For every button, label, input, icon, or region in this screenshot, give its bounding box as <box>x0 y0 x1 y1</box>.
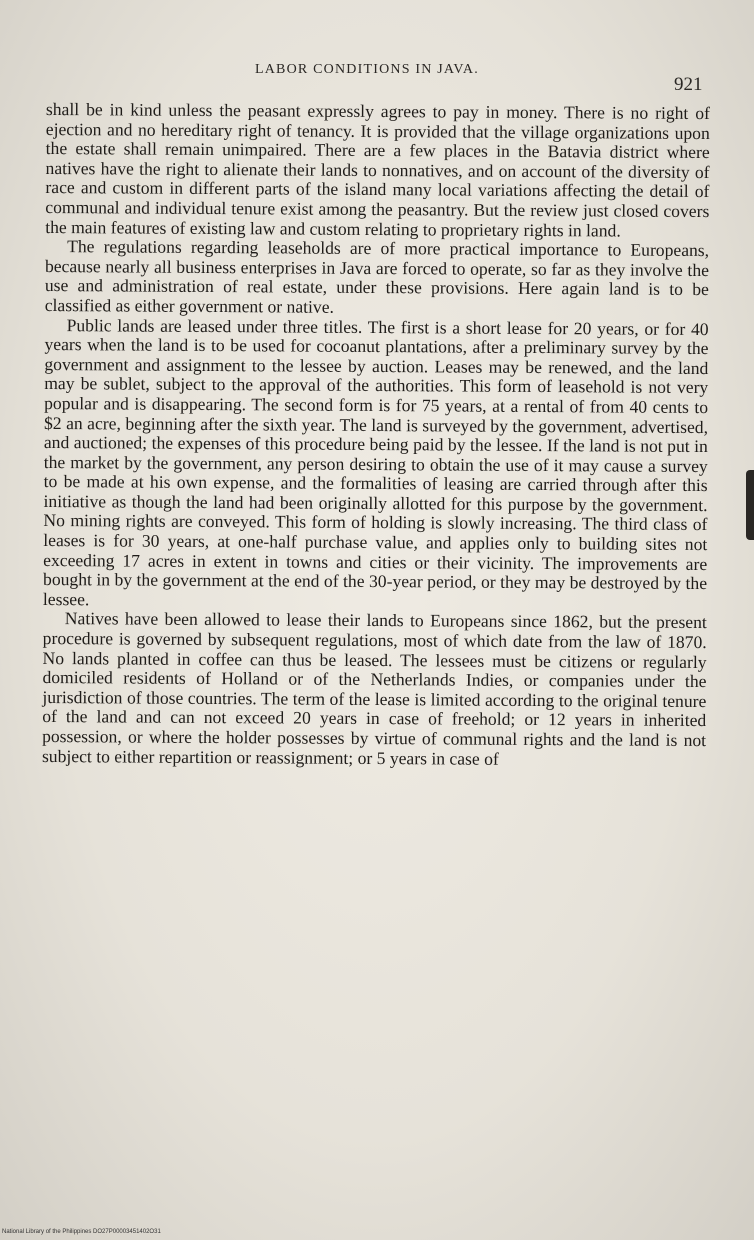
running-head: LABOR CONDITIONS IN JAVA. <box>255 62 479 77</box>
paragraph-continued: shall be in kind unless the peasant expressly agrees to pay in money. There is no right of ejection and no hereditary right of tenancy. It is provided that the village organizations upon the estate shall remain unimpaired. There are a few places in the Batavia district where natives have the right to alienate their lands to nonnatives, and on account of the diversity of race and custom in different parts of the island many local variations affecting the detail of communal and individual tenure exist among the peasantry. But the review just closed covers the main features of existing law and custom relating to proprietary rights in land. <box>45 99 710 241</box>
page-edge-shadow <box>746 470 754 540</box>
scan-credit: National Library of the Philippines DO27P00003451402O31 <box>2 1229 161 1235</box>
page-header <box>0 62 754 95</box>
body-text <box>42 100 710 770</box>
paragraph-leaseholds: The regulations regarding leaseholds are of more practical importance to Europeans, because nearly all business enterprises in Java are forced to operate, so far as they involve the use and administration of real estate, under these provisions. Here again land is to be classified as either government or native. <box>44 236 710 317</box>
paragraph-public-lands: Public lands are leased under three titles. The first is a short lease for 20 years, or for 40 years when the land is to be used for cocoanut plantations, after a preliminary survey by the government and assignment to the lessee by auction. Leases may be renewed, and the land may be sublet, subject to the approval of the authorities. This form of leasehold is not very popular and is disappearing. The second form is for 75 years, at a rental of from 40 cents to $2 an acre, beginning after the sixth year. The land is surveyed by the government, advertised, and auctioned; the expenses of this procedure being paid by the lessee. If the land is not put in the market by the government, any person desiring to obtain the use of it may cause a survey to be made at his own expense, and the formalities of leasing are carried through after this initiative as though the land had been originally allotted for this purpose by the government. No mining rights are conveyed. This form of holding is slowly increasing. The third class of leases is for 30 years, at one-half purchase value, and applies only to building sites not exceeding 17 acres in extent in towns and cities or their vicinity. The improvements are bought in by the government at the end of the 30-year period, or they may be destroyed by the lessee. <box>42 314 709 610</box>
page-number: 921 <box>674 74 703 95</box>
paragraph-native-leases: Natives have been allowed to lease their lands to Europeans since 1862, but the present procedure is governed by subsequent regulations, most of which date from the law of 1870. No lands planted in coffee can thus be leased. The lessees must be citizens or regularly domiciled residents of Holland or of the Netherlands Indies, or companies under the jurisdiction of those countries. The term of the lease is limited according to the original tenure of the land and can not exceed 20 years in case of freehold; or 12 years in inherited possession, or where the holder possesses by virtue of communal rights and the land is not subject to either repartition or reassignment; or 5 years in case of <box>41 608 707 769</box>
